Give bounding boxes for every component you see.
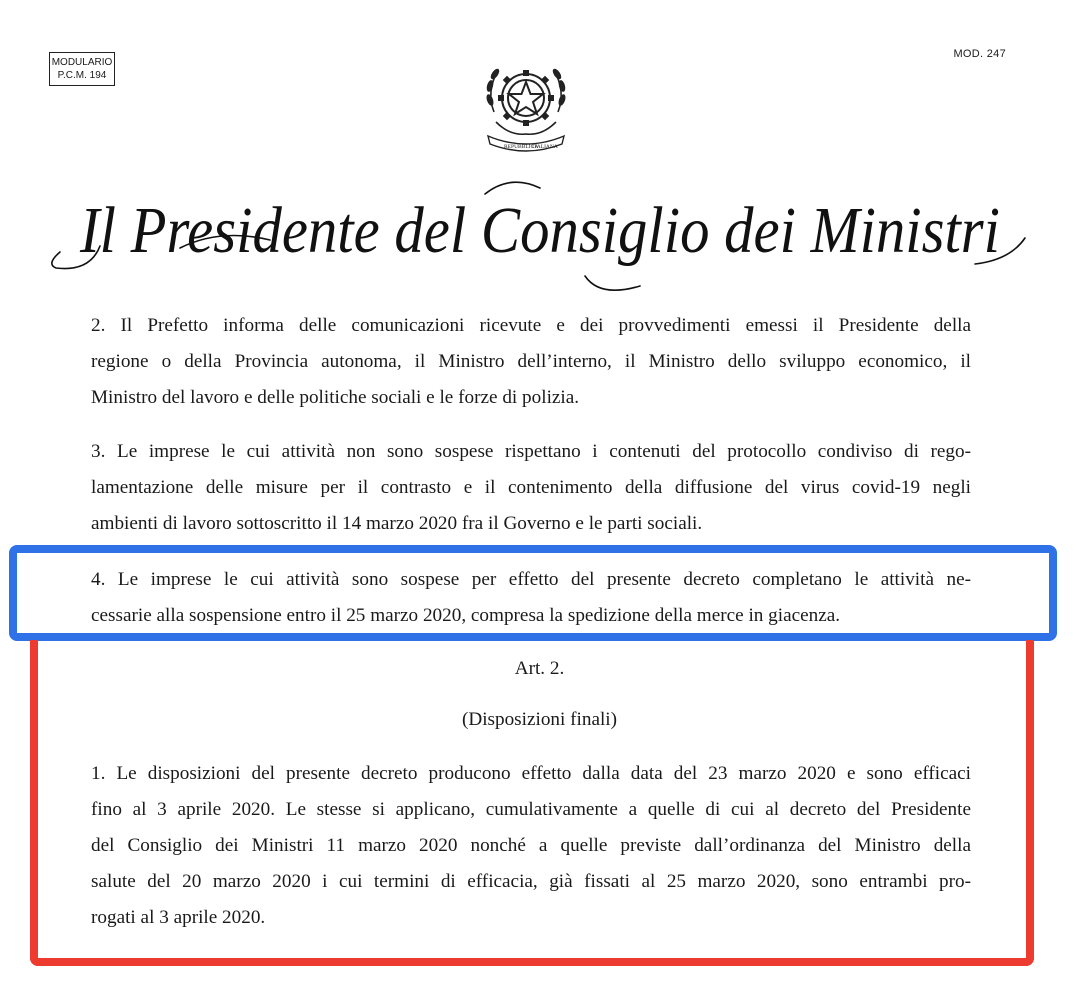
article-2-line-2: fino al 3 aprile 2020. Le stesse si applicano, cumulativamente a quelle di cui al decreto del Presidente [91,799,971,820]
mod-number: MOD. 247 [953,48,1006,60]
paragraph-3-line-2: lamentazione delle misure per il contrasto e il contenimento della diffusione del virus covid-19 negli [91,477,971,498]
emblem-ribbon-left: REPUBBLICA [504,144,539,150]
paragraph-3 [91,434,971,542]
paragraph-2 [91,308,971,416]
red-highlight-box [30,640,1034,966]
blue-highlight-box [9,545,1057,641]
article-2-line-3: del Consiglio dei Ministri 11 marzo 2020 nonché a quelle previste dall’ordinanza del Ministro della [91,835,971,856]
paragraph-3-line-3: ambienti di lavoro sottoscritto il 14 marzo 2020 fra il Governo e le parti sociali. [91,513,703,534]
paragraph-2-line-2: regione o della Provincia autonoma, il Ministro dell’interno, il Ministro dello sviluppo economico, il [91,351,971,372]
article-subheading: (Disposizioni finali) [461,709,618,730]
article-2-line-1: 1. Le disposizioni del presente decreto producono effetto dalla data del 23 marzo 2020 e sono efficaci [91,763,971,784]
italian-republic-emblem-icon [476,52,576,156]
article-2-line-5: rogati al 3 aprile 2020. [91,907,266,928]
paragraph-2-line-1: 2. Il Prefetto informa delle comunicazioni ricevute e dei provvedimenti emessi il Presidente della [91,315,971,336]
presidente-consiglio-calligraphy [40,168,1040,298]
paragraph-3-line-1: 3. Le imprese le cui attività non sono sospese rispettano i contenuti del protocollo condiviso di rego- [91,441,971,462]
modulario-line2: P.C.M. 194 [57,70,107,81]
paragraph-4-line-1: 4. Le imprese le cui attività sono sospese per effetto del presente decreto completano le attività ne- [91,569,971,590]
header-title: Il Presidente del Consiglio dei Ministri [79,194,1001,267]
paragraph-4-line-2: cessarie alla sospensione entro il 25 marzo 2020, compresa la spedizione della merce in giacenza. [91,605,841,626]
modulario-stamp [49,52,115,86]
modulario-line1: MODULARIO [51,57,113,68]
article-2-line-4: salute del 20 marzo 2020 i cui termini di efficacia, già fissati al 25 marzo 2020, sono entrambi pro- [91,871,971,892]
article-heading: Art. 2. [514,658,565,679]
paragraph-2-line-3: Ministro del lavoro e delle politiche sociali e le forze di polizia. [91,387,580,408]
emblem-ribbon-right: ITALIANA [532,144,558,150]
